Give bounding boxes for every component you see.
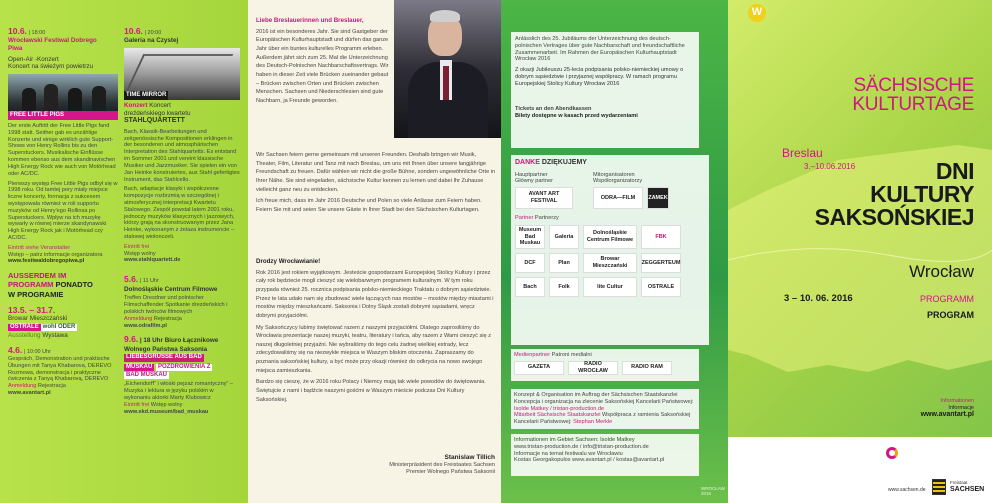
partner-logo[interactable]: FBK [641,225,681,249]
anniversary-logo-icon [886,447,898,459]
panel-cover [728,0,992,503]
also-in-program [8,271,118,298]
quartet-name: STAHLQUARTETT [124,117,185,125]
registration-pl: Rejestracja [153,315,182,322]
sachsen-coat-of-arms-icon [932,479,946,495]
title-pl-line-3: SAKSOŃSKIEJ [814,204,974,230]
event-ostrale [8,305,118,340]
panel-greeting [248,0,501,503]
greeting-pl [256,258,496,404]
event-free-little-pigs [8,26,118,265]
event-link[interactable]: www.avantart.pl [8,390,51,397]
quartet-description-pl: Bach, adaptacje klasyki i współczesne kompozycje rozbrzmią w szczególnej i atmosferycznej interpretacji Kwartetu Stalowego. Zespół powstał latem 2001 roku, jednoczy muzyków klasycznych i jazzowych, którzy grają na skonstruowanym przez Jana Heinke, wykonanym z żelaza instrumencie – stalowej wiolonczeli. [124,186,235,241]
quartet-photo [124,48,240,100]
info-de-2[interactable]: www.tristan-production.de / info@tristan-production.de [514,443,649,450]
credit-concept-pl: Koncepcja i organizacja na zlecenie Saksońskiej Kancelarii Państwowej: [514,398,694,405]
registration-de: Anmeldung [124,315,153,322]
column-left [8,0,118,397]
greeting-title-pl: Drodzy Wrocławianie! [256,258,321,265]
band-description-de: Der erste Auftritt der Free Little Pigs fand 1998 statt. Seither gab es unzählige Konzerte und einige wirklich gute Support-Shows von Henry Rollins bis zu den Superstuckers. Musikalische Einflüsse kommen ebenso aus dem skandinavischen High Energy Rock wie auch von Motörhead oder AC/DC. [8,123,116,177]
also-title-de-2: PROGRAMM [8,280,54,290]
event-time: | 20:00 [144,30,162,36]
registration-de: Anmeldung [8,383,37,390]
info-pl: Informacje [948,404,974,411]
logo-avant-art[interactable]: AVANT ART FESTIVAL [515,187,573,209]
greeting-text-de-1: 2016 ist ein besonderes Jahr. Sie sind Gastgeber der Europäischen Kulturhauptstadt und dürfen das ganze Jahr über ein buntes kulturelles Programm erleben. Außerdem jährt sich zum 25. Mal die Unterzeichnung des Deutsch-Polnischen Nachbarschaftsvertrags. Wir haben in dieser Zeit viele Brücken zueinander gebaut – Brücken zwischen Orten und Brücken zwischen Menschen. Sachsen und Niederschlesien sind gute Nachbarn, ja Freunde geworden. [256,28,389,104]
event-stahlquartett [124,26,240,264]
credit-staff-pl: Współpraca z ramienia Saksońskiej Kancelarii Państwowej: [514,412,691,426]
media-label-pl: Patroni medialni [551,352,592,358]
w-logo-icon: W [748,4,766,22]
entry-info-pl: Wstęp – patrz informacje organizatora [8,251,103,258]
signer-role-pl: Premier Wolnego Państwa Saksonii [406,468,495,475]
entry-info-de: Eintritt siehe Veranstalter [8,244,71,251]
organizers-label-de: Mitorganisatoren [593,171,635,178]
event-type-pl: Wystawa [42,332,68,340]
event-type-de: Ausstellung [8,332,41,340]
main-partner [515,172,573,210]
footer-strip [728,437,992,503]
title-pl [815,160,974,229]
programm-de: PROGRAMM [920,294,974,304]
event-bad-muskau [124,334,240,415]
tag-ostrale: OSTRALE [10,323,39,330]
footer-url[interactable]: www.sachsen.de [888,487,926,493]
partner-logo[interactable]: Galeria [549,225,579,249]
tag-title-pl: POZDROWIENIA Z [158,363,211,370]
title-de [852,76,974,114]
event-time: | 18:00 [28,30,46,36]
entry-info-de: Eintritt frei [124,243,150,250]
greeting-title-de: Liebe Breslauerinnen und Breslauer, [256,17,364,24]
event-film [124,274,240,329]
entry-info-de: Eintritt frei [124,401,150,408]
column-right [124,0,240,415]
organizers-label-pl: Współorganizatorzy [593,178,643,185]
event-description: Treffen Dresdner und polnischer Filmschaffender Spotkanie drezdeńskich i polskich twórców filmowych [124,295,228,315]
date-pl: 3 – 10. 06. 2016 [784,293,853,304]
tag-title-de-2: MUSKAU [126,363,153,370]
partner-logo[interactable]: Folk [549,277,579,297]
partner-logos [515,225,705,297]
concert-pl: Koncert [149,101,171,109]
event-subtitle-de: Open-Air -Konzert [8,55,59,63]
credit-staff-de: Mitarbeit Sächsische Staatskanzlei [514,412,601,419]
main-partner-label-de: Hauptpartner [515,171,548,178]
also-title-pl: PONADTO [55,280,93,290]
event-subtitle-pl: Koncert na świeżym powietrzu [8,63,94,71]
info-url[interactable]: www.avantart.pl [920,411,974,419]
intro-de: Anlässlich des 25. Jubiläums der Unterzeichnung des deutsch-polnischen Vertrages über gute Nachbarschaft und freundschaftliche Zusammenarbeit. Im Rahmen der Europäischen Kulturhauptstadt Wrocław 2016 [515,36,685,63]
footer-sachsen: SACHSEN [950,486,985,493]
title-pl-line-1: DNI [935,158,974,184]
city-de: Breslau [782,146,823,160]
entry-info-pl: Wstęp wolny [124,250,156,257]
event-date: 9.6. [124,334,139,345]
credit-concept-de: Konzept & Organisation im Auftrag der Sächsischen Staatskanzlei [514,392,678,398]
panel-events-1 [0,0,248,503]
partners-label-de: Partner [515,215,534,222]
city-pl: Wrocław [909,262,974,281]
event-date: 4.6. [8,344,23,355]
event-date: 13.5. – 31.7. [8,304,56,315]
tag-title-de: LIEBESGRÜSSE AUS BAD [126,354,202,361]
intro-pl: Z okazji Jubileuszu 25-lecia podpisania polsko-niemieckiej umowy o dobrym sąsiedztwie i przyjaznej współpracy. W ramach programu Europejskiej Stolicy Kultury Wrocław 2016 [515,67,684,87]
event-venue: Biuro Łącznikowe [164,337,219,345]
greeting-text-pl-2: My Saksończycy lubimy świętować razem z naszymi przyjaciółmi. Dlatego zaprosiliśmy do Wrocławia prezentacje naszej muzyki, teatru, literatury i tańca, aby razem z Wami cieszyć się z naszej długoletniej przyjaźni. Nie wybraliśmy do tego celu żadnej wielkiej estrady, lecz zdecydowaliśmy się na niezwykłe miejsca w Waszym bliskim otoczeniu. Zapraszamy do poznania saksońskiej kultury, a być może przy okazji również do odkrycia na nowo swojego miejsca zamieszkania. [256,324,492,374]
signature-block [389,454,495,476]
band-label: FREE LITTLE PIGS [8,111,118,120]
info-de-1: Informationen im Gebiet Sachsen: Isolde Matkey [514,437,635,443]
event-link[interactable]: www.skd.museum/bad_muskau [124,408,209,415]
registration-pl: Rejestracja [37,383,66,390]
portrait-photo [394,0,501,138]
event-description: „Eichendorff“ i włoski pejzaż romantyczny“ – Muzyka i lektura w języku polskim w wykonaniu aktorki Marty Klubowicz [124,381,234,401]
title-de-line-1: SÄCHSISCHE [853,75,974,96]
signer-role-de: Ministerpräsident des Freistaates Sachsen [389,461,495,468]
event-derevo [8,345,118,397]
media-logo[interactable]: GAZETA [514,361,564,375]
greeting-text-pl-3: Bardzo się cieszę, że w 2016 roku Polacy i Niemcy mają tak wiele powodów do świętowania. Świętujcie z nami i bądźcie naszymi gośćmi w Waszym mieście podczas Dni Kultury Saksońskiej. [256,379,486,403]
program-pl: PROGRAM [927,310,974,320]
info-de: Informationen [940,398,974,404]
media-logo[interactable]: RADIO WROCŁAW [568,361,618,375]
event-date: 5.6. [124,274,139,285]
partner-logo[interactable]: lite Cultur [583,277,637,297]
event-date: 10.6. [124,26,143,36]
event-venue: Wrocławski Festiwal Dobrego Piwa [8,37,97,52]
thanks-pl: DZIĘKUJEMY [541,159,587,166]
event-link[interactable]: www.stahlquartett.de [124,257,181,264]
event-venue: Dolnośląskie Centrum Filmowe [124,285,218,293]
tag-wohl-oder: wohl ODER [42,323,76,330]
media-logo[interactable]: RADIO RAM [622,361,672,375]
photo-label: TIME MIRROR [124,91,168,100]
event-link[interactable]: www.odrafilm.pl [124,322,167,329]
signer-name: Stanislaw Tillich [444,454,495,461]
title-de-line-2: KULTURTAGE [852,94,974,115]
info-block [921,398,974,420]
intro-box [511,32,699,148]
credits-box [511,389,699,429]
band-description-pl: Pierwszy występ Free Little Pigs odbył się w 1998 roku. Od tamtej pory miały miejsce liczne koncerty, formacja z sukcesem występowała również w roli supportu muzyków od Henry'ego Rollinsa po Superstuckers. Wpływ na ich muzykę wywarły w równej mierze skandynawski High Energy Rock jak i Motörhead czy AC/DC. [8,180,118,241]
panel-partners [501,0,728,503]
partner-logo[interactable]: OSTRALE [641,277,681,297]
event-time: | 10:00 Uhr [23,348,51,355]
media-partners-box [511,349,699,381]
event-description: Gespräch, Demonstration und praktische Übungen mit Tanya Khabarova, DEREVO Rozmowa, demonstracja i praktyczne ćwiczenia z Tanyą Khabarovą, DEREVO [8,356,112,383]
tickets-pl: Bilety dostępne w kasach przed wydarzeniami [515,112,638,119]
tickets-de: Tickets an den Abendkassen [515,105,592,112]
partner-logo[interactable]: DCF [515,253,545,273]
partner-logo[interactable]: Browar Mieszczański [583,253,637,273]
logo-zamek[interactable]: ZAMEK [647,187,669,209]
co-organizers [593,172,669,210]
info-pl-1: Informacje na temat festiwalu we Wrocławiu [514,450,623,457]
greeting-text-pl-1: Rok 2016 jest rokiem wyjątkowym. Jesteście gospodarzami Europejskiej Stolicy Kultury i przez cały rok będziecie mogli cieszyć się wielobarwnym programem kulturalnym. W tym roku przypada również 25. rocznica podpisania polsko-niemieckiego Traktatu o dobrym sąsiedztwie. Przez te lata udało nam się zbudować wiele łączących nas mostów – mostów między miastami i mostów między mieszkańcami. Saksonia i Dolny Śląsk zostali dobrymi sąsiadami, wręcz dobrymi przyjaciółmi. [256,269,494,319]
partner-logo[interactable]: Plan [549,253,579,273]
tag-title-pl-2: BAD MUSKAU [126,371,167,378]
info-pl-2[interactable]: Kostas Georgakopulos www.avantart.pl / kostas@avantart.pl [514,457,665,464]
band-photo [8,74,118,120]
sponsors-box [511,155,709,345]
also-title-de: AUSSERDEM IM [8,271,67,281]
event-time: | 18 Uhr [139,337,163,345]
partners-label-pl: Partnerzy [534,215,559,222]
greeting-de [256,17,390,105]
concert-de: Konzert [124,101,148,109]
also-title-pl-2: W PROGRAMIE [8,289,64,299]
credit-concept-name: Isolde Matkey / tristan-production.de [514,405,605,412]
credit-staff-name: Stephan Merkle [573,419,613,426]
date-de: 3.–10.06.2016 [804,162,856,171]
event-time: | 11 Uhr [139,278,159,285]
quartet-description-de: Bach, Klassik-Bearbeitungen und zeitgenössische Kompositionen erklingen in der besonderen und atmosphärischen Interpretation des Stahlquartetts. Es entstand im Sommer 2001 und vereint klassische Musiker und Jazzmusiker. Sie spielen ein von Jan Heinke konstruiertes, aus Stahl gefertigtes Instrument, das Stahlcello. [124,128,240,183]
footer-freistaat: Freistaat [950,480,968,485]
entry-info-pl: Wstęp wolny [150,401,183,408]
event-venue: Galeria na Czystej [124,37,179,45]
quartet-subtitle: dreźdeńskiego kwartetu [124,109,191,117]
greeting-text-de-2: Wir Sachsen feiern gerne gemeinsam mit unseren Freunden. Deshalb bringen wir Musik, Theater, Film, Literatur und Tanz mit nach Breslau, um uns mit Ihnen über unsere langjährige Freundschaft zu freuen. Dafür wählen wir nicht die große Bühne, sondern ungewöhnliche Orte in Ihrer Nähe. Sie sind eingeladen, sächsische Kultur kennen zu lernen und dabei Ihr Zuhause vielleicht ganz neu zu entdecken. [256,152,496,193]
media-label-de: Medienpartner [514,352,551,358]
greeting-de-continued [256,151,496,215]
partner-logo[interactable]: Bach [515,277,545,297]
footer-wroclaw: WROCŁAW 2016 [701,486,725,497]
partner-logo[interactable]: ZEGGERTEUM [641,253,681,273]
event-date: 10.6. [8,26,27,36]
information-box [511,434,699,476]
event-venue: Browar Mieszczański [8,315,68,323]
event-venue-2: Wolnego Państwa Saksonia [124,345,208,353]
partner-logo[interactable]: Museum Bad Muskau [515,225,545,249]
greeting-text-de-3: Ich freue mich, dass im Jahr 2016 Deutsche und Polen so viele Anlässe zum Feiern haben. Feiern Sie mit und seien Sie unsere Gäste in Ihrer Stadt bei den Sächsischen Kulturtagen. [256,198,482,213]
main-partner-label-pl: Główny partner [515,178,553,185]
title-pl-line-2: KULTURY [870,181,974,207]
thanks-de: DANKE [515,159,540,166]
logo-odra-film[interactable]: ODRA—FILM [593,187,643,209]
partner-logo[interactable]: Dolnośląskie Centrum Filmowe [583,225,637,249]
event-link[interactable]: www.festiwaldobregopiwa.pl [8,258,85,265]
